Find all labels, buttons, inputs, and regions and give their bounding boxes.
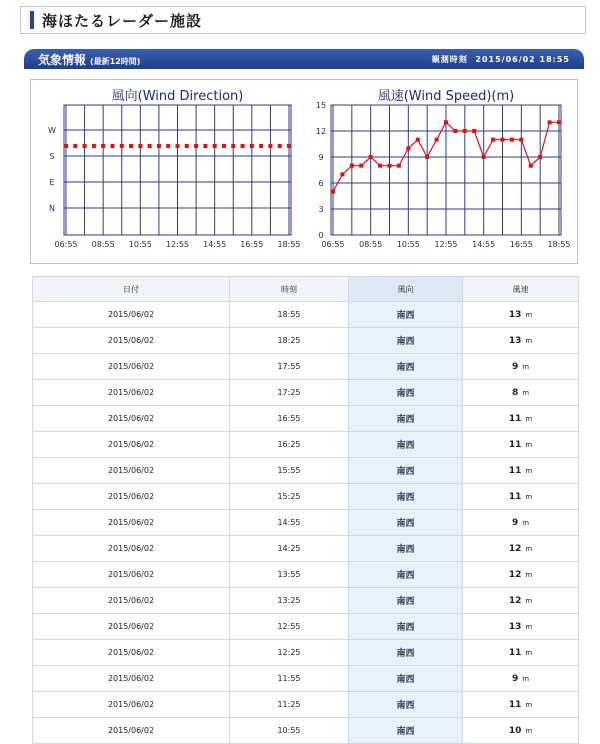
speed-cell (463, 588, 579, 614)
direction-point (194, 144, 198, 148)
date-cell: 2015/06/02 (33, 484, 230, 510)
table-header-row (33, 277, 579, 302)
time-cell: 16:55 (230, 406, 349, 432)
direction-cell: 南西 (349, 666, 463, 692)
speed-unit: m (525, 726, 533, 735)
direction-point (92, 144, 96, 148)
speed-value: 11 (508, 465, 522, 476)
speed-point (538, 155, 542, 159)
speed-unit: m (525, 466, 533, 475)
table-row (33, 406, 579, 432)
direction-point (231, 144, 235, 148)
speed-point (435, 138, 439, 142)
direction-point (176, 144, 180, 148)
speed-x-tick: 14:55 (472, 240, 496, 249)
speed-unit: m (525, 336, 533, 345)
time-cell: 10:55 (230, 718, 349, 744)
date-cell: 2015/06/02 (33, 380, 230, 406)
time-cell: 14:55 (230, 510, 349, 536)
table-row (33, 458, 579, 484)
speed-chart-title: 風速(Wind Speed)(m) (377, 89, 515, 104)
direction-cell: 南西 (349, 614, 463, 640)
time-cell: 14:25 (230, 536, 349, 562)
speed-y-tick: 0 (318, 231, 324, 240)
speed-unit: m (525, 648, 533, 657)
speed-value: 12 (508, 543, 522, 554)
time-cell: 13:55 (230, 562, 349, 588)
section-label (38, 51, 140, 68)
direction-cell: 南西 (349, 588, 463, 614)
direction-point (259, 144, 263, 148)
speed-point (340, 172, 344, 176)
table-row (33, 354, 579, 380)
direction-cell: 南西 (349, 692, 463, 718)
speed-point (501, 138, 505, 142)
speed-cell (463, 458, 579, 484)
direction-x-tick: 10:55 (128, 240, 152, 249)
speed-x-tick: 06:55 (321, 240, 345, 249)
date-cell: 2015/06/02 (33, 328, 230, 354)
direction-cell: 南西 (349, 536, 463, 562)
speed-point (472, 129, 476, 133)
speed-x-tick: 10:55 (396, 240, 420, 249)
speed-point (359, 164, 363, 168)
speed-unit: m (525, 414, 533, 423)
speed-value: 11 (508, 413, 522, 424)
speed-point (529, 164, 533, 168)
speed-point (453, 129, 457, 133)
speed-x-tick: 08:55 (359, 240, 383, 249)
speed-value: 13 (508, 309, 522, 320)
time-cell: 11:25 (230, 692, 349, 718)
speed-value: 13 (508, 621, 522, 632)
header-time: 時刻 (230, 277, 349, 302)
speed-value: 11 (508, 647, 522, 658)
speed-unit: m (525, 622, 533, 631)
direction-point (64, 144, 68, 148)
date-cell: 2015/06/02 (33, 432, 230, 458)
table-body (33, 302, 579, 744)
observation-table (32, 276, 579, 744)
speed-point (369, 155, 373, 159)
direction-point (110, 144, 114, 148)
speed-cell (463, 692, 579, 718)
table-row (33, 510, 579, 536)
speed-point (388, 164, 392, 168)
speed-point (331, 190, 335, 194)
header-speed: 風速 (463, 277, 579, 302)
direction-point (213, 144, 217, 148)
direction-x-tick: 08:55 (91, 240, 115, 249)
time-cell: 12:55 (230, 614, 349, 640)
table-row (33, 640, 579, 666)
page-title: 海ほたるレーダー施設 (42, 12, 203, 30)
direction-point (268, 144, 272, 148)
direction-x-tick: 12:55 (165, 240, 190, 249)
direction-cell: 南西 (349, 380, 463, 406)
speed-value: 11 (508, 439, 522, 450)
speed-unit: m (522, 362, 530, 371)
direction-point (166, 144, 170, 148)
speed-unit: m (522, 388, 530, 397)
speed-cell (463, 380, 579, 406)
table-row (33, 328, 579, 354)
direction-point (287, 144, 291, 148)
time-cell: 16:25 (230, 432, 349, 458)
page-title-bar (20, 6, 586, 34)
header-date: 日付 (33, 277, 230, 302)
speed-point (397, 164, 401, 168)
direction-y-tick: S (49, 152, 55, 161)
table-row (33, 302, 579, 328)
date-cell: 2015/06/02 (33, 718, 230, 744)
date-cell: 2015/06/02 (33, 614, 230, 640)
direction-y-tick: W (48, 126, 56, 135)
direction-x-tick: 14:55 (203, 240, 227, 249)
speed-cell (463, 484, 579, 510)
speed-cell (463, 432, 579, 458)
observation-table-wrapper (32, 276, 578, 744)
time-cell: 15:55 (230, 458, 349, 484)
time-cell: 15:25 (230, 484, 349, 510)
direction-point (148, 144, 152, 148)
table-row (33, 588, 579, 614)
speed-point (350, 164, 354, 168)
direction-cell: 南西 (349, 354, 463, 380)
chart-panel (30, 79, 578, 264)
date-cell: 2015/06/02 (33, 666, 230, 692)
speed-value: 13 (508, 335, 522, 346)
direction-point (278, 144, 282, 148)
table-row (33, 562, 579, 588)
observed-time-value: 2015/06/02 18:55 (475, 55, 570, 64)
date-cell: 2015/06/02 (33, 588, 230, 614)
speed-cell (463, 718, 579, 744)
observed-label: 観測時刻 (431, 55, 468, 64)
speed-cell (463, 614, 579, 640)
speed-y-tick: 6 (318, 179, 324, 188)
time-cell: 17:25 (230, 380, 349, 406)
speed-cell (463, 510, 579, 536)
direction-x-tick: 16:55 (240, 240, 264, 249)
direction-point (250, 144, 254, 148)
speed-unit: m (522, 674, 530, 683)
direction-cell: 南西 (349, 510, 463, 536)
speed-unit: m (525, 492, 533, 501)
direction-point (241, 144, 245, 148)
speed-unit: m (525, 544, 533, 553)
speed-point (482, 155, 486, 159)
speed-value: 8 (511, 387, 519, 398)
direction-chart-title: 風向(Wind Direction) (111, 89, 244, 104)
table-row (33, 484, 579, 510)
direction-point (83, 144, 87, 148)
table-row (33, 718, 579, 744)
speed-unit: m (525, 440, 533, 449)
direction-cell: 南西 (349, 406, 463, 432)
direction-point (222, 144, 226, 148)
date-cell: 2015/06/02 (33, 302, 230, 328)
speed-x-tick: 18:55 (547, 240, 571, 249)
direction-cell: 南西 (349, 640, 463, 666)
direction-point (203, 144, 207, 148)
direction-y-tick: E (49, 178, 55, 187)
table-row (33, 666, 579, 692)
direction-cell: 南西 (349, 302, 463, 328)
time-cell: 18:25 (230, 328, 349, 354)
direction-point (101, 144, 105, 148)
direction-cell: 南西 (349, 562, 463, 588)
header-direction: 風向 (349, 277, 463, 302)
speed-point (416, 138, 420, 142)
speed-cell (463, 640, 579, 666)
direction-x-tick: 06:55 (54, 240, 78, 249)
charts-svg (31, 80, 577, 263)
table-row (33, 380, 579, 406)
direction-cell: 南西 (349, 458, 463, 484)
time-cell: 13:25 (230, 588, 349, 614)
direction-point (157, 144, 161, 148)
direction-cell: 南西 (349, 484, 463, 510)
speed-point (463, 129, 467, 133)
time-cell: 18:55 (230, 302, 349, 328)
date-cell: 2015/06/02 (33, 536, 230, 562)
speed-value: 9 (511, 517, 519, 528)
date-cell: 2015/06/02 (33, 562, 230, 588)
speed-x-tick: 12:55 (434, 240, 458, 249)
speed-x-tick: 16:55 (509, 240, 533, 249)
speed-cell (463, 328, 579, 354)
speed-point (510, 138, 514, 142)
speed-cell (463, 666, 579, 692)
speed-cell (463, 354, 579, 380)
speed-value: 12 (508, 569, 522, 580)
speed-point (548, 120, 552, 124)
table-row (33, 692, 579, 718)
table-row (33, 432, 579, 458)
speed-point (378, 164, 382, 168)
section-sublabel: (最新12時間) (90, 57, 141, 66)
date-cell: 2015/06/02 (33, 692, 230, 718)
direction-cell: 南西 (349, 718, 463, 744)
date-cell: 2015/06/02 (33, 640, 230, 666)
direction-point (73, 144, 77, 148)
date-cell: 2015/06/02 (33, 510, 230, 536)
speed-cell (463, 302, 579, 328)
direction-cell: 南西 (349, 328, 463, 354)
speed-point (444, 120, 448, 124)
time-cell: 11:55 (230, 666, 349, 692)
speed-y-tick: 3 (318, 205, 324, 214)
speed-point (406, 146, 410, 150)
speed-unit: m (522, 518, 530, 527)
direction-point (129, 144, 133, 148)
observation-time (432, 54, 570, 65)
speed-value: 9 (511, 361, 519, 372)
speed-value: 9 (511, 673, 519, 684)
speed-unit: m (525, 700, 533, 709)
time-cell: 17:55 (230, 354, 349, 380)
speed-y-tick: 15 (315, 101, 327, 110)
speed-value: 11 (508, 699, 522, 710)
date-cell: 2015/06/02 (33, 354, 230, 380)
speed-point (425, 155, 429, 159)
direction-y-tick: N (49, 204, 55, 213)
speed-cell (463, 562, 579, 588)
speed-value: 10 (508, 725, 522, 736)
speed-unit: m (525, 570, 533, 579)
speed-unit: m (525, 596, 533, 605)
section-title: 気象情報 (38, 53, 87, 67)
speed-point (557, 120, 561, 124)
speed-cell (463, 536, 579, 562)
speed-value: 11 (508, 491, 522, 502)
table-row (33, 614, 579, 640)
speed-value: 12 (508, 595, 522, 606)
date-cell: 2015/06/02 (33, 458, 230, 484)
date-cell: 2015/06/02 (33, 406, 230, 432)
direction-cell: 南西 (349, 432, 463, 458)
speed-unit: m (525, 310, 533, 319)
title-accent-bar (30, 11, 34, 29)
direction-point (120, 144, 124, 148)
speed-y-tick: 12 (315, 127, 327, 136)
speed-cell (463, 406, 579, 432)
speed-y-tick: 9 (318, 153, 324, 162)
direction-x-tick: 18:55 (277, 240, 301, 249)
time-cell: 12:25 (230, 640, 349, 666)
table-row (33, 536, 579, 562)
direction-point (185, 144, 189, 148)
weather-section-header (24, 49, 584, 69)
direction-point (138, 144, 142, 148)
speed-point (519, 138, 523, 142)
speed-point (491, 138, 495, 142)
